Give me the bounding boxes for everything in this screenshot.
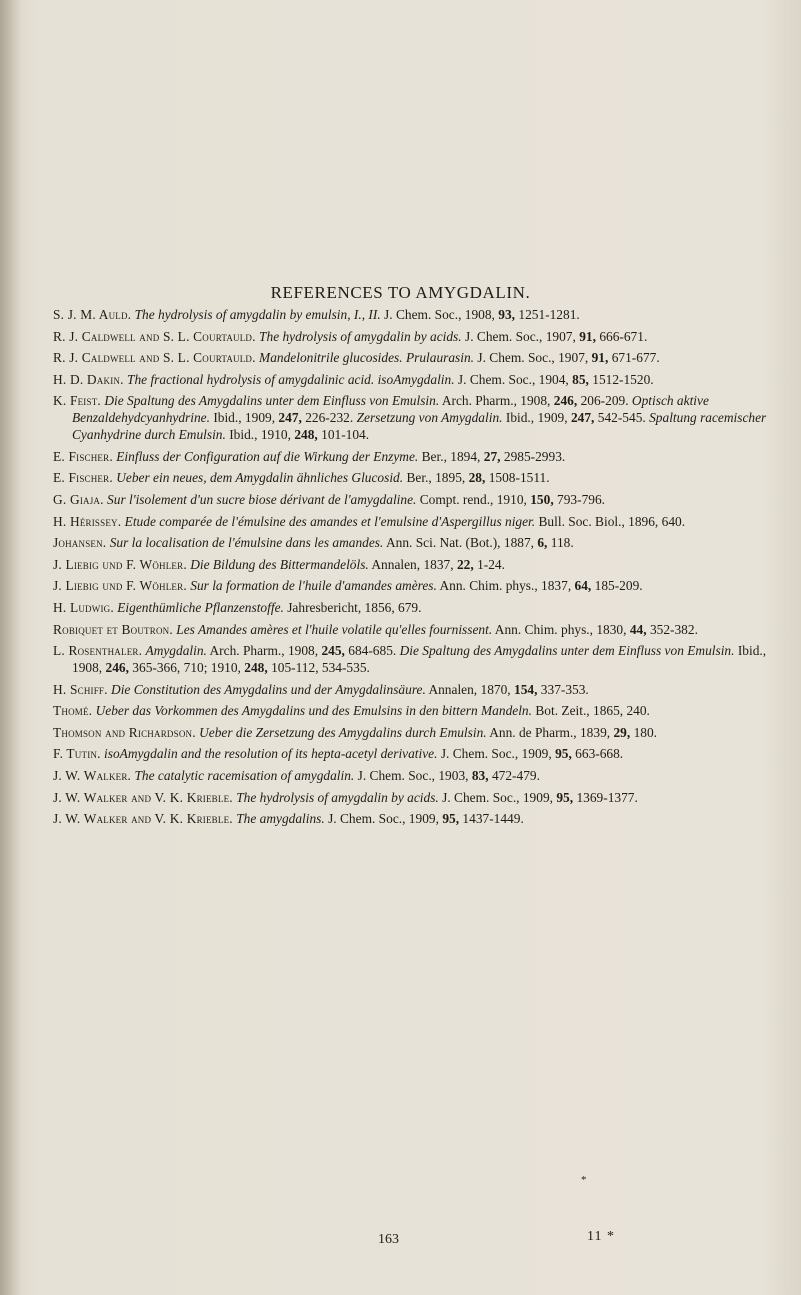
- reference-pages: 206-209.: [580, 393, 629, 409]
- reference-volume: 91,: [591, 350, 609, 366]
- reference-pages: 1437-1449.: [462, 811, 524, 827]
- reference-pages: 1508-1511.: [488, 470, 550, 486]
- reference-pages: 1512-1520.: [592, 371, 654, 387]
- reference-title: The catalytic racemisation of amygdalin.: [134, 768, 355, 783]
- reference-journal: Compt. rend., 1910,: [419, 491, 527, 507]
- reference-journal: J. Chem. Soc., 1909,: [440, 746, 552, 762]
- reference-journal: Bot. Zeit., 1865, 240.: [535, 703, 650, 719]
- reference-pages: 337-353.: [540, 681, 589, 697]
- reference-authors: H. Ludwig.: [53, 599, 114, 615]
- reference-journal: Ber., 1894,: [421, 448, 481, 464]
- reference-title: The hydrolysis of amygdalin by acids.: [259, 328, 462, 344]
- reference-authors: E. Fischer.: [53, 470, 113, 486]
- signature-mark: 11 *: [587, 1229, 615, 1244]
- reference-pages: 105-112, 534-535.: [271, 660, 370, 676]
- reference-pages: 226-232.: [305, 410, 354, 426]
- reference-pages: 671-677.: [611, 350, 660, 366]
- reference-volume: 85,: [572, 371, 589, 387]
- reference-volume: 64,: [574, 578, 592, 594]
- reference-journal: Ber., 1895,: [406, 470, 466, 486]
- reference-volume: 6,: [537, 535, 548, 551]
- reference-journal: Jahresbericht, 1856, 679.: [287, 599, 422, 615]
- reference-item: [53, 790, 769, 807]
- reference-pages: 180.: [633, 724, 658, 740]
- reference-journal: J. Chem. Soc., 1909,: [328, 811, 439, 827]
- reference-title: Ueber ein neues, dem Amygdalin ähnliches Glucosid.: [116, 470, 404, 486]
- reference-item: [53, 600, 769, 617]
- reference-item: [53, 622, 769, 639]
- reference-volume: 28,: [468, 470, 486, 486]
- reference-journal: Arch. Pharm., 1908,: [209, 643, 319, 659]
- reference-item: [53, 449, 769, 466]
- reference-authors: H. Schiff.: [53, 681, 108, 697]
- reference-journal: Annalen, 1870,: [428, 681, 511, 697]
- reference-title: Einfluss der Configuration auf die Wirkung der Enzyme.: [116, 448, 419, 464]
- reference-item: [53, 372, 769, 389]
- reference-journal: Ann. Sci. Nat. (Bot.), 1887,: [385, 535, 534, 551]
- reference-authors: H. D. Dakin.: [53, 371, 124, 387]
- reference-pages: 1-24.: [477, 556, 505, 572]
- reference-authors: J. W. Walker and V. K. Krieble.: [53, 789, 233, 805]
- reference-volume: 245,: [321, 643, 345, 659]
- reference-volume: 83,: [471, 768, 489, 783]
- reference-authors: R. J. Caldwell and S. L. Courtauld.: [53, 350, 256, 366]
- reference-pages: 2985-2993.: [503, 448, 566, 464]
- reference-title: Die Spaltung des Amygdalins unter dem Einfluss von Emulsin.: [104, 393, 440, 409]
- reference-authors: J. W. Walker and V. K. Krieble.: [53, 811, 233, 827]
- reference-volume: 44,: [629, 621, 647, 637]
- reference-pages: 185-209.: [594, 578, 643, 594]
- reference-item: [53, 393, 769, 444]
- reference-item: [53, 682, 769, 699]
- reference-item: [53, 329, 769, 346]
- reference-journal: Ann. Chim. phys., 1837,: [439, 578, 572, 594]
- reference-title: Die Constitution des Amygdalins und der Amygdalinsäure.: [111, 681, 426, 697]
- reference-authors: E. Fischer.: [53, 448, 113, 464]
- reference-item: [53, 492, 769, 509]
- reference-item: [53, 768, 769, 785]
- reference-volume: 154,: [514, 681, 538, 697]
- reference-journal: J. Chem. Soc., 1907,: [464, 328, 576, 344]
- reference-authors: L. Rosenthaler.: [53, 643, 143, 659]
- reference-pages: 118.: [550, 535, 574, 551]
- reference-pages: 1251-1281.: [518, 307, 580, 322]
- reference-pages: 101-104.: [321, 427, 370, 443]
- reference-title: Sur la localisation de l'émulsine dans les amandes.: [109, 535, 384, 551]
- reference-title: Sur l'isolement d'un sucre biose dérivant de l'amygdaline.: [107, 491, 417, 507]
- reference-authors: G. Giaja.: [53, 491, 104, 507]
- reference-journal: J. Chem. Soc., 1909,: [442, 789, 553, 805]
- reference-volume: 246,: [553, 393, 578, 409]
- reference-journal: Ibid., 1910,: [229, 427, 291, 443]
- reference-volume: 91,: [579, 328, 596, 344]
- reference-authors: Johansen.: [53, 535, 107, 551]
- reference-volume: 246,: [105, 660, 129, 676]
- reference-authors: S. J. M. Auld.: [53, 307, 132, 322]
- reference-volume: 248,: [294, 427, 318, 443]
- reference-title: Die Spaltung des Amygdalins unter dem Einfluss von Emulsin.: [399, 643, 735, 659]
- reference-item: [53, 307, 769, 324]
- reference-journal: J. Chem. Soc., 1904,: [457, 371, 569, 387]
- reference-pages: 684-685.: [348, 643, 397, 659]
- reference-title: Optisch aktive Benzaldehydcyanhydrine.: [72, 393, 709, 426]
- reference-journal: Bull. Soc. Biol., 1896, 640.: [538, 513, 686, 529]
- reference-journal: J. Chem. Soc., 1903,: [357, 768, 469, 783]
- reference-item: [53, 350, 769, 367]
- reference-pages: 793-796.: [557, 491, 606, 507]
- reference-journal: Arch. Pharm., 1908,: [441, 393, 551, 409]
- reference-item: [53, 535, 769, 552]
- reference-title: Amygdalin.: [145, 643, 207, 659]
- reference-item: [53, 703, 769, 720]
- reference-journal: Ibid., 1909,: [505, 410, 568, 426]
- reference-item: [53, 725, 769, 742]
- reference-journal: Annalen, 1837,: [371, 556, 454, 572]
- reference-journal: Ann. de Pharm., 1839,: [489, 724, 611, 740]
- reference-volume: 93,: [498, 307, 516, 322]
- reference-list: [53, 307, 769, 833]
- reference-title: Spaltung racemischer Cyanhydrine durch Emulsin.: [72, 410, 767, 443]
- reference-authors: Thomson and Richardson.: [53, 724, 196, 740]
- reference-journal: Ibid., 1909,: [213, 410, 276, 426]
- reference-title: Sur la formation de l'huile d'amandes amères.: [190, 578, 437, 594]
- reference-pages: 365-366, 710; 1910,: [132, 660, 241, 676]
- reference-pages: 1369-1377.: [576, 789, 638, 805]
- reference-volume: 95,: [555, 746, 572, 762]
- reference-title: Mandelonitrile glucosides. Prulaurasin.: [259, 350, 475, 366]
- page-heading: REFERENCES TO AMYGDALIN.: [270, 283, 531, 302]
- reference-item: [53, 746, 769, 763]
- reference-journal: Ann. Chim. phys., 1830,: [494, 621, 627, 637]
- reference-authors: R. J. Caldwell and S. L. Courtauld.: [53, 328, 256, 344]
- reference-pages: 663-668.: [575, 746, 624, 762]
- page-number: 163: [378, 1232, 399, 1247]
- reference-volume: 27,: [483, 448, 501, 464]
- reference-title: Etude comparée de l'émulsine des amandes et l'emulsine d'Aspergillus niger.: [124, 513, 536, 529]
- reference-volume: 247,: [570, 410, 595, 426]
- reference-title: Les Amandes amères et l'huile volatile qu'elles fournissent.: [176, 621, 493, 637]
- reference-volume: 95,: [556, 789, 574, 805]
- reference-authors: J. Liebig und F. Wöhler.: [53, 556, 187, 572]
- reference-item: [53, 811, 769, 828]
- reference-journal: Ibid., 1908,: [72, 643, 767, 676]
- star-mark: *: [581, 1174, 587, 1186]
- reference-item: [53, 514, 769, 531]
- reference-authors: J. Liebig und F. Wöhler.: [53, 578, 187, 594]
- reference-title: The hydrolysis of amygdalin by emulsin, I., II.: [134, 307, 381, 322]
- reference-title: Ueber die Zersetzung des Amygdalins durch Emulsin.: [199, 724, 487, 740]
- reference-item: [53, 578, 769, 595]
- reference-pages: 542-545.: [597, 410, 646, 426]
- reference-authors: K. Feist.: [53, 393, 101, 409]
- reference-volume: 29,: [613, 724, 631, 740]
- reference-pages: 472-479.: [491, 768, 540, 783]
- reference-authors: Thomé.: [53, 703, 93, 719]
- reference-journal: J. Chem. Soc., 1907,: [477, 350, 589, 366]
- reference-title: Zersetzung von Amygdalin.: [356, 410, 503, 426]
- reference-journal: J. Chem. Soc., 1908,: [384, 307, 495, 322]
- reference-pages: 666-671.: [599, 328, 648, 344]
- reference-authors: Robiquet et Boutron.: [53, 621, 173, 637]
- reference-item: [53, 557, 769, 574]
- reference-title: isoAmygdalin and the resolution of its hepta-acetyl derivative.: [104, 746, 438, 762]
- reference-volume: 22,: [456, 556, 474, 572]
- reference-title: The hydrolysis of amygdalin by acids.: [236, 789, 439, 805]
- reference-item: [53, 470, 769, 487]
- reference-title: Die Bildung des Bittermandelöls.: [190, 556, 369, 572]
- reference-volume: 248,: [244, 660, 268, 676]
- reference-authors: H. Hérissey.: [53, 513, 122, 529]
- reference-item: [53, 643, 769, 677]
- reference-title: The amygdalins.: [236, 811, 325, 827]
- reference-authors: F. Tutin.: [53, 746, 101, 762]
- reference-volume: 95,: [442, 811, 460, 827]
- reference-title: The fractional hydrolysis of amygdalinic acid. isoAmygdalin.: [127, 371, 455, 387]
- reference-title: Ueber das Vorkommen des Amygdalins und des Emulsins in den bittern Mandeln.: [95, 703, 532, 719]
- reference-volume: 150,: [530, 491, 554, 507]
- reference-volume: 247,: [278, 410, 302, 426]
- reference-title: Eigenthümliche Pflanzenstoffe.: [117, 599, 284, 615]
- gutter-shadow: [0, 0, 22, 1295]
- reference-pages: 352-382.: [649, 621, 698, 637]
- reference-authors: J. W. Walker.: [53, 768, 132, 783]
